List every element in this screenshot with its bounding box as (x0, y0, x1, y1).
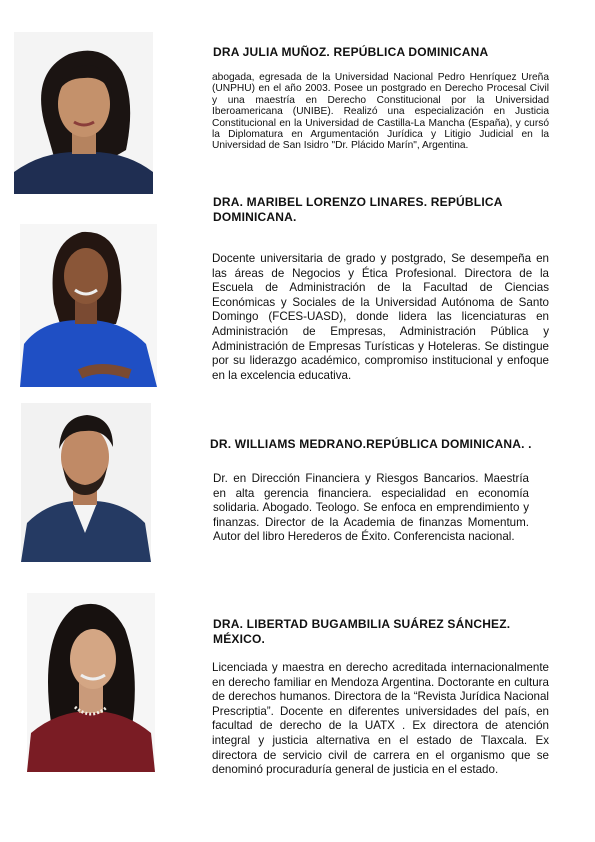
profile-name: DRA. MARIBEL LORENZO LINARES. REPÚBLICA DOMINICANA. (213, 195, 503, 224)
profile-name: DRA JULIA MUÑOZ. REPÚBLICA DOMINICANA (213, 45, 489, 59)
profile-name: DRA. LIBERTAD BUGAMBILIA SUÁREZ SÁNCHEZ. MÉXICO. (213, 617, 511, 646)
profile-bio: abogada, egresada de la Universidad Nacional Pedro Henríquez Ureña (UNPHU) en el año 2003. Posee un postgrado en Derecho Procesal Civil y una maestría en Derecho Constitucional por la Universidad Iberoamericana (UNIBE). Realizó una especialización en Justicia Constitucional en la Universidad de Castilla-La Mancha (España), y cursó la Diplomatura en Argumentación Jurídica y Litigio Judicial en la Universidad de San Isidro "Dr. Plácido Marín", Argentina. (212, 72, 549, 152)
profile-photo-maribel-lorenzo (20, 224, 157, 387)
profile-bio: Licenciada y maestra en derecho acreditada internacionalmente en derecho familiar en Mendoza Argentina. Doctorante en cultura de derechos humanos. Directora de la “Revista Jurídica Nacional Prescriptia”. Docente en diferentes universidades del país, en facultad de derecho de la UATX . Ex directora de atención integral y justicia alternativa en el estado de Tlaxcala. Ex directora de servicio civil de carrera en el organismo que se denominó procuraduría general de justicia en el estado. (212, 661, 549, 777)
portrait-image (20, 224, 157, 387)
profile-photo-williams-medrano (21, 403, 151, 562)
profile-bio: Docente universitaria de grado y postgrado, Se desempeña en las áreas de Negocios y Ética Profesional. Directora de la Escuela de Administración de la Facultad de Ciencias Económicas y Sociales de la Universidad Autónoma de Santo Domingo (FCES-UASD), donde lidera las licenciaturas en Administración de Empresas, Administración Pública y Administración de Empresas Turísticas y Hoteleras. Se distingue por su liderazgo académico, compromiso institucional y enfoque en la excelencia educativa. (212, 252, 549, 382)
portrait-image (21, 403, 151, 562)
portrait-image (27, 593, 155, 772)
profile-photo-libertad-suarez (27, 593, 155, 772)
portrait-image (14, 32, 153, 194)
profile-bio: Dr. en Dirección Financiera y Riesgos Bancarios. Maestría en alta gerencia financiera. especialidad en economía solidaria. Abogado. Teologo. Se enfoca en emprendimiento y finanzas. Director de la Academia de finanzas Momentum. Autor del libro Herederos de Éxito. Conferencista nacional. (213, 472, 529, 544)
profile-name: DR. WILLIAMS MEDRANO.REPÚBLICA DOMINICANA. . (210, 437, 532, 451)
profile-photo-julia-munoz (14, 32, 153, 194)
